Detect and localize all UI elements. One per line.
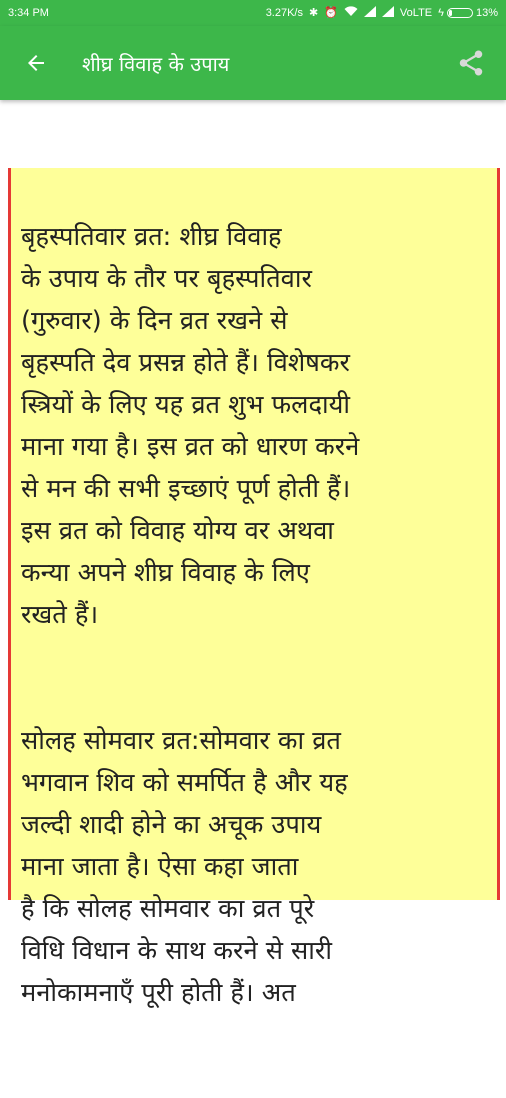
arrow-left-icon xyxy=(24,51,48,75)
paragraph-solah-somvar-vrat: सोलह सोमवार व्रत:सोमवार का व्रत भगवान शिव को समर्पित है और यह जल्दी शादी होने का अचूक उपाय माना जाता है। ऐसा कहा जाता है कि सोलह सोमवार का व्रत पूरे विधि विधान के साथ करने से सारी मनोकामनाएँ पूरी होती हैं। अत xyxy=(21,726,348,1008)
share-icon xyxy=(456,48,486,78)
status-icons xyxy=(266,6,498,20)
status-bar xyxy=(0,0,506,26)
wifi-icon xyxy=(344,6,358,20)
app-bar xyxy=(0,26,506,100)
battery-icon xyxy=(447,8,473,18)
article-text xyxy=(11,168,497,1098)
charging-icon: ϟ xyxy=(438,6,444,19)
status-time: 3:34 PM xyxy=(8,7,49,19)
network-speed: 3.27K/s xyxy=(265,7,303,19)
signal-icon xyxy=(382,6,394,20)
signal-icon xyxy=(364,6,376,20)
battery-fill xyxy=(449,10,452,16)
back-button[interactable] xyxy=(0,26,72,100)
battery-percent: 13% xyxy=(475,7,498,19)
battery-indicator xyxy=(438,7,498,19)
share-button[interactable] xyxy=(436,26,506,100)
network-type: VoLTE xyxy=(399,7,433,19)
article-card[interactable] xyxy=(8,168,500,1008)
page-title: शीघ्र विवाह के उपाय xyxy=(82,51,230,76)
alarm-off-icon: ⏰ xyxy=(324,6,338,19)
bluetooth-icon: ✱ xyxy=(309,6,319,19)
paragraph-thursday-vrat: बृहस्पतिवार व्रत: शीघ्र विवाह के उपाय के तौर पर बृहस्पतिवार (गुरुवार) के दिन व्रत रखने से बृहस्पति देव प्रसन्न होते हैं। विशेषकर स्त्रियों के लिए यह व्रत शुभ फलदायी माना गया है। इस व्रत को धारण करने से मन की सभी इच्छाएं पूर्ण होती हैं। इस व्रत को विवाह योग्य वर अथवा कन्या अपने शीघ्र विवाह के लिए रखते हैं। xyxy=(21,222,360,630)
